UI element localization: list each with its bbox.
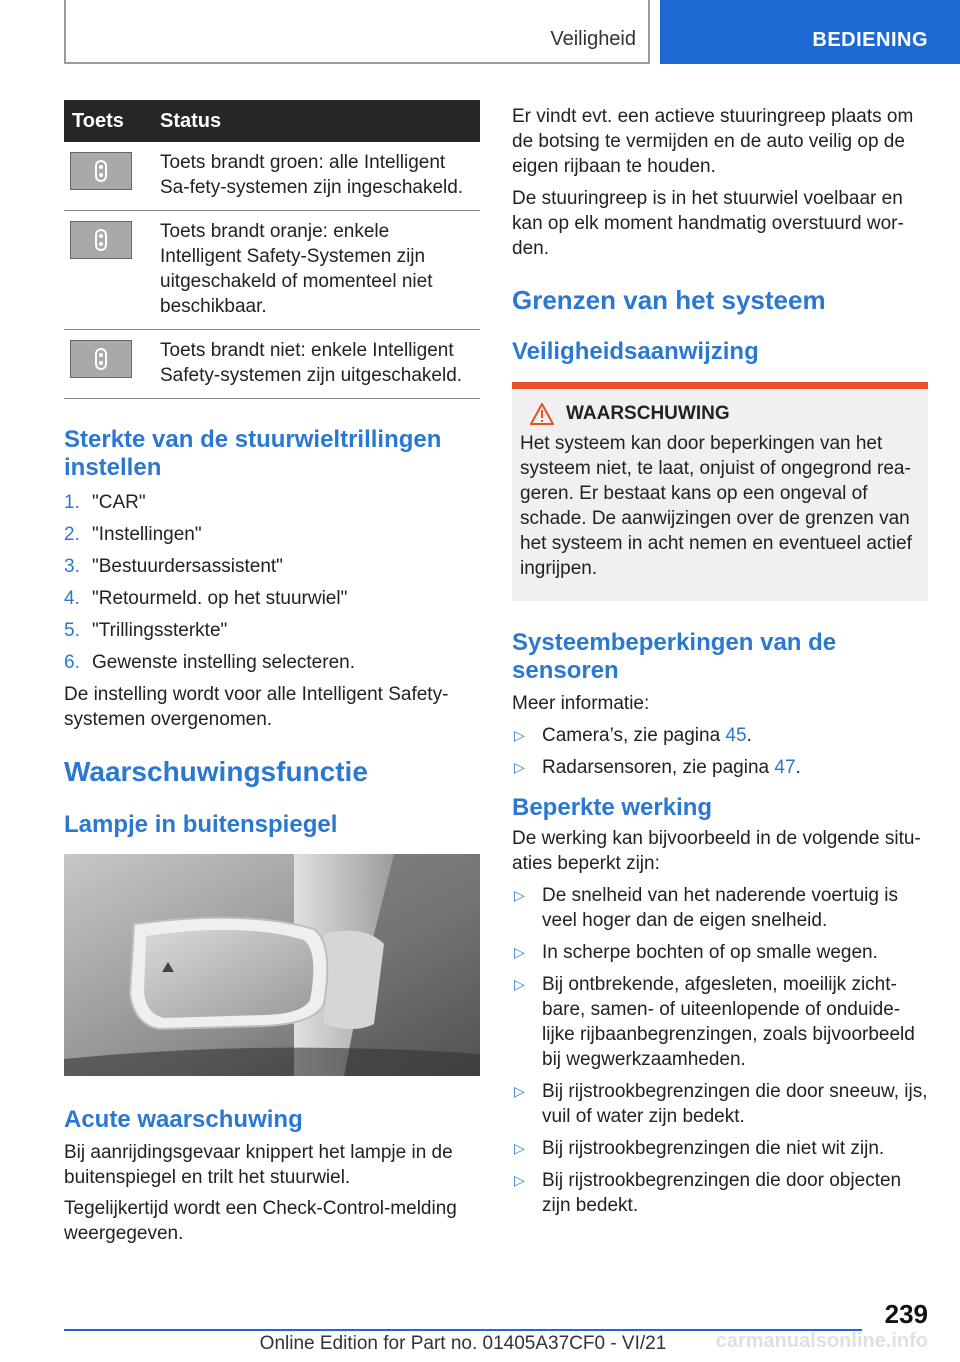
safety-button-icon: [70, 221, 132, 259]
list-item-text: In scherpe bochten of op smalle wegen.: [542, 942, 878, 963]
column-header-key: Toets: [64, 100, 152, 142]
list-item: [512, 1079, 928, 1129]
list-item: [64, 618, 480, 643]
list-item: [512, 723, 928, 748]
vibration-heading: Sterkte van de stuurwieltrillingen instellen: [64, 426, 442, 481]
list-item-text: Bij rijstrookbegrenzingen die door objecten zijn bedekt.: [542, 1170, 902, 1216]
reference-text: Camera’s, zie pagina: [542, 725, 726, 746]
reference-end: .: [746, 725, 752, 746]
check-control-text: Tegelijkertijd wordt een Check-Control-melding weergegeven.: [64, 1198, 457, 1244]
right-column: [512, 104, 928, 1225]
status-text: Toets brandt oranje: enkele Intelligent Safety-Systemen zijn uitgeschakeld of momenteel niet beschikbaar.: [152, 211, 480, 330]
steering-intervention-text: Er vindt evt. een actieve stuuringreep plaats om de botsing te vermijden en de auto veilig op de eigen rijbaan te houden.: [512, 106, 914, 177]
list-item: [64, 650, 480, 675]
chapter-title: BEDIENING: [812, 29, 928, 51]
status-text: Toets brandt niet: enkele Intelligent Safety-systemen zijn uitgeschakeld.: [152, 330, 480, 399]
list-item: [512, 755, 928, 780]
page-number: 239: [884, 1299, 928, 1329]
more-info-label: Meer informatie:: [512, 693, 650, 714]
bullet-triangle-icon: ▷: [514, 727, 525, 743]
section-title: Veiligheid: [550, 28, 636, 50]
bullet-triangle-icon: ▷: [514, 976, 525, 992]
bullet-triangle-icon: ▷: [514, 887, 525, 903]
warning-text: Het systeem kan door beperkingen van het systeem niet, te laat, onjuist of ongegrond rea-geren. Er bestaat kans op een ongeval of schade. De aanwijzingen over de grenzen van het systeem in acht nemen en eventueel actief ingrijpen.: [520, 433, 912, 579]
bullet-triangle-icon: ▷: [514, 1140, 525, 1156]
step-text: "Bestuurdersassistent": [92, 556, 283, 577]
bullet-triangle-icon: ▷: [514, 759, 525, 775]
table-row: [64, 211, 480, 330]
step-text: Gewenste instelling selecteren.: [92, 652, 355, 673]
step-text: "Instellingen": [92, 524, 202, 545]
list-item: [512, 883, 928, 933]
bullet-triangle-icon: ▷: [514, 1172, 525, 1188]
reference-text: Radarsensoren, zie pagina: [542, 757, 775, 778]
list-item-text: Bij rijstrookbegrenzingen die door sneeuw, ijs, vuil of water zijn bedekt.: [542, 1081, 928, 1127]
chapter-tab: [660, 0, 960, 64]
steering-override-text: De stuuringreep is in het stuurwiel voelbaar en kan op elk moment handmatig overstuurd wor-den.: [512, 188, 904, 259]
list-item: [512, 1168, 928, 1218]
safety-button-icon: [70, 152, 132, 190]
list-item: [64, 522, 480, 547]
step-number: 6.: [64, 652, 80, 673]
step-number: 5.: [64, 620, 80, 641]
acute-warning-heading: Acute waarschuwing: [64, 1106, 303, 1133]
step-number: 4.: [64, 588, 80, 609]
safety-note-heading: Veiligheidsaanwijzing: [512, 338, 759, 365]
limited-operation-heading: Beperkte werking: [512, 794, 713, 821]
warning-header: [520, 403, 920, 425]
page-link-radar[interactable]: 47: [774, 757, 796, 778]
table-row: [64, 330, 480, 399]
step-number: 3.: [64, 556, 80, 577]
vibration-steps: [64, 490, 480, 675]
system-limits-heading: Grenzen van het systeem: [512, 285, 826, 315]
reference-end: .: [795, 757, 801, 778]
list-item-text: De snelheid van het naderende voertuig is veel hoger dan de eigen snelheid.: [542, 885, 898, 931]
list-item-text: Bij rijstrookbegrenzingen die niet wit zijn.: [542, 1138, 885, 1159]
step-number: 1.: [64, 492, 80, 513]
list-item-text: Bij ontbrekende, afgesleten, moeilijk zicht-bare, samen- of uiteenlopende of onduide-lijke rijbaanbegrenzingen, zoals bijvoorbeeld bij wegwerkzaamheden.: [542, 974, 915, 1070]
warning-title: WAARSCHUWING: [566, 403, 730, 424]
bullet-triangle-icon: ▷: [514, 944, 525, 960]
table-row: [64, 142, 480, 211]
warning-triangle-icon: [530, 403, 554, 425]
mirror-image: [64, 854, 480, 1076]
warning-box: [512, 382, 928, 601]
status-table: [64, 100, 480, 399]
edition-footer: Online Edition for Part no. 01405A37CF0 - VI/21: [259, 1333, 667, 1354]
list-item: [64, 586, 480, 611]
status-text: Toets brandt groen: alle Intelligent Sa-fety-systemen zijn ingeschakeld.: [152, 142, 480, 211]
sensor-reference-list: [512, 723, 928, 780]
mirror-lamp-heading: Lampje in buitenspiegel: [64, 811, 338, 838]
list-item: [512, 940, 928, 965]
page-link-cameras[interactable]: 45: [725, 725, 747, 746]
list-item: [512, 972, 928, 1072]
column-header-status: Status: [152, 100, 480, 142]
table-header-row: [64, 100, 480, 142]
step-text: "Retourmeld. op het stuurwiel": [92, 588, 348, 609]
step-text: "CAR": [92, 492, 146, 513]
watermark: carmanualsonline.info: [715, 1330, 928, 1352]
warning-function-heading: Waarschuwingsfunctie: [64, 756, 368, 787]
list-item: [512, 1136, 928, 1161]
list-item: [64, 554, 480, 579]
acute-warning-text: Bij aanrijdingsgevaar knippert het lampje in de buitenspiegel en trilt het stuurwiel.: [64, 1142, 453, 1188]
limited-operation-intro: De werking kan bijvoorbeeld in de volgende situ-aties beperkt zijn:: [512, 828, 921, 874]
sensor-limits-heading: Systeembeperkingen van de sensoren: [512, 629, 837, 684]
left-column: [64, 100, 480, 1246]
step-number: 2.: [64, 524, 80, 545]
bullet-triangle-icon: ▷: [514, 1083, 525, 1099]
list-item: [64, 490, 480, 515]
step-text: "Trillingssterkte": [92, 620, 228, 641]
vibration-note: De instelling wordt voor alle Intelligent Safety-systemen overgenomen.: [64, 684, 449, 730]
limited-operation-list: [512, 883, 928, 1218]
safety-button-icon: [70, 340, 132, 378]
